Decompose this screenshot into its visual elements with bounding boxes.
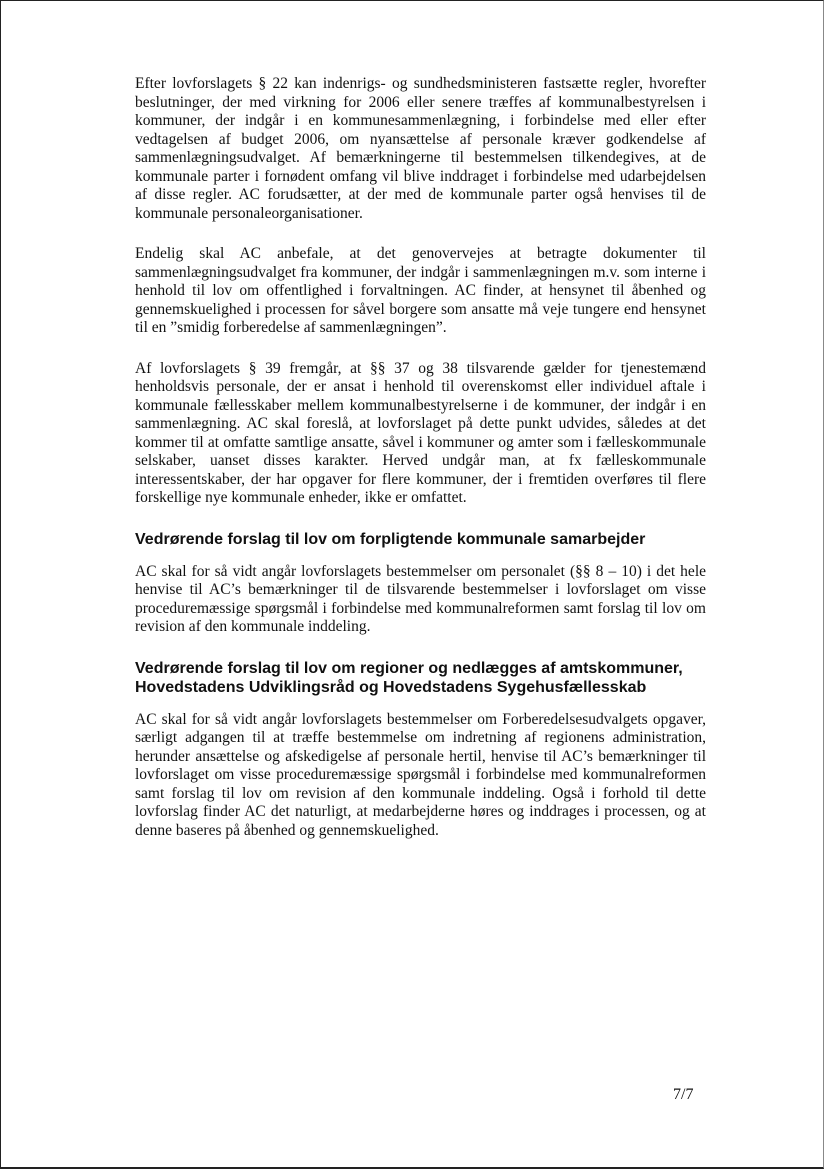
document-body [135,75,706,862]
section-heading-regions-line2: Hovedstadens Udviklingsråd og Hovedstadens Sygehusfællesskab [135,678,647,696]
section-heading-cooperation: Vedrørende forslag til lov om forpligtende kommunale samarbejder [135,530,646,548]
paragraph-regions: AC skal for så vidt angår lovforslagets bestemmelser om Forberedelsesudvalgets opgaver, særligt adgangen til at træffe bestemmelse om indretning af regionens administration, herunder ansættelse og afskedigelse af personale hertil, henvise til AC’s bemærkninger til lovforslaget om visse proceduremæssige spørgsmål i forbindelse med kommunalreformen samt forslag til lov om revision af den kommunale inddeling. Også i forhold til dette lovforslag finder AC det naturligt, at medarbejderne høres og inddrages i processen, og at denne baseres på åbenhed og gennemskuelighed. [135,710,706,839]
page-number: 7/7 [673,1086,694,1103]
section-heading-regions-line1: Vedrørende forslag til lov om regioner og nedlægges af amtskommuner, [135,659,683,677]
paragraph-cooperation: AC skal for så vidt angår lovforslagets bestemmelser om personalet (§§ 8 – 10) i det hele henvise til AC’s bemærkninger til de tilsvarende bestemmelser i lovforslaget om visse proceduremæssige spørgsmål i forbindelse med kommunalreformen samt forslag til lov om revision af den kommunale inddeling. [135,562,706,635]
paragraph-section-39: Af lovforslagets § 39 fremgår, at §§ 37 og 38 tilsvarende gælder for tjenestemænd henholdsvis personale, der er ansat i henhold til overenskomst eller individuel aftale i kommunale fællesskaber mellem kommunalbestyrelserne i de kommuner, der indgår i en sammenlægning. AC skal foreslå, at lovforslaget på dette punkt udvides, således at det kommer til at omfatte samtlige ansatte, såvel i kommuner og amter som i fælleskommunale selskaber, uanset disses karakter. Herved undgår man, at fx fælleskommunale interessentskaber, der har opgaver for flere kommuner, der i fremtiden overføres til flere forskellige nye kommunale enheder, ikke er omfattet. [135,359,706,506]
paragraph-public-access: Endelig skal AC anbefale, at det genovervejes at betragte dokumenter til sammenlægningsudvalget fra kommuner, der indgår i sammenlægningen m.v. som interne i henhold til lov om offentlighed i forvaltningen. AC finder, at hensynet til åbenhed og gennemskuelighed i processen for såvel borgere som ansatte må veje tungere end hensynet til en ”smidig forberedelse af sammenlægningen”. [135,245,706,336]
paragraph-ministerial-rules: Efter lovforslagets § 22 kan indenrigs- og sundhedsministeren fastsætte regler, hvorefter beslutninger, der med virkning for 2006 eller senere træffes af kommunalbestyrelsen i kommuner, der indgår i en kommunesammenlægning, i forbindelse med eller efter vedtagelsen af budget 2006, om nyansættelse af personale kræver godkendelse af sammenlægningsudvalget. Af bemærkningerne til bestemmelsen tilkendegives, at de kommunale parter i fornødent omfang vil blive inddraget i forbindelse med udarbejdelsen af disse regler. AC forudsætter, at der med de kommunale parter også henvises til de kommunale personaleorganisationer. [135,75,706,222]
section-heading-regions [135,659,706,697]
